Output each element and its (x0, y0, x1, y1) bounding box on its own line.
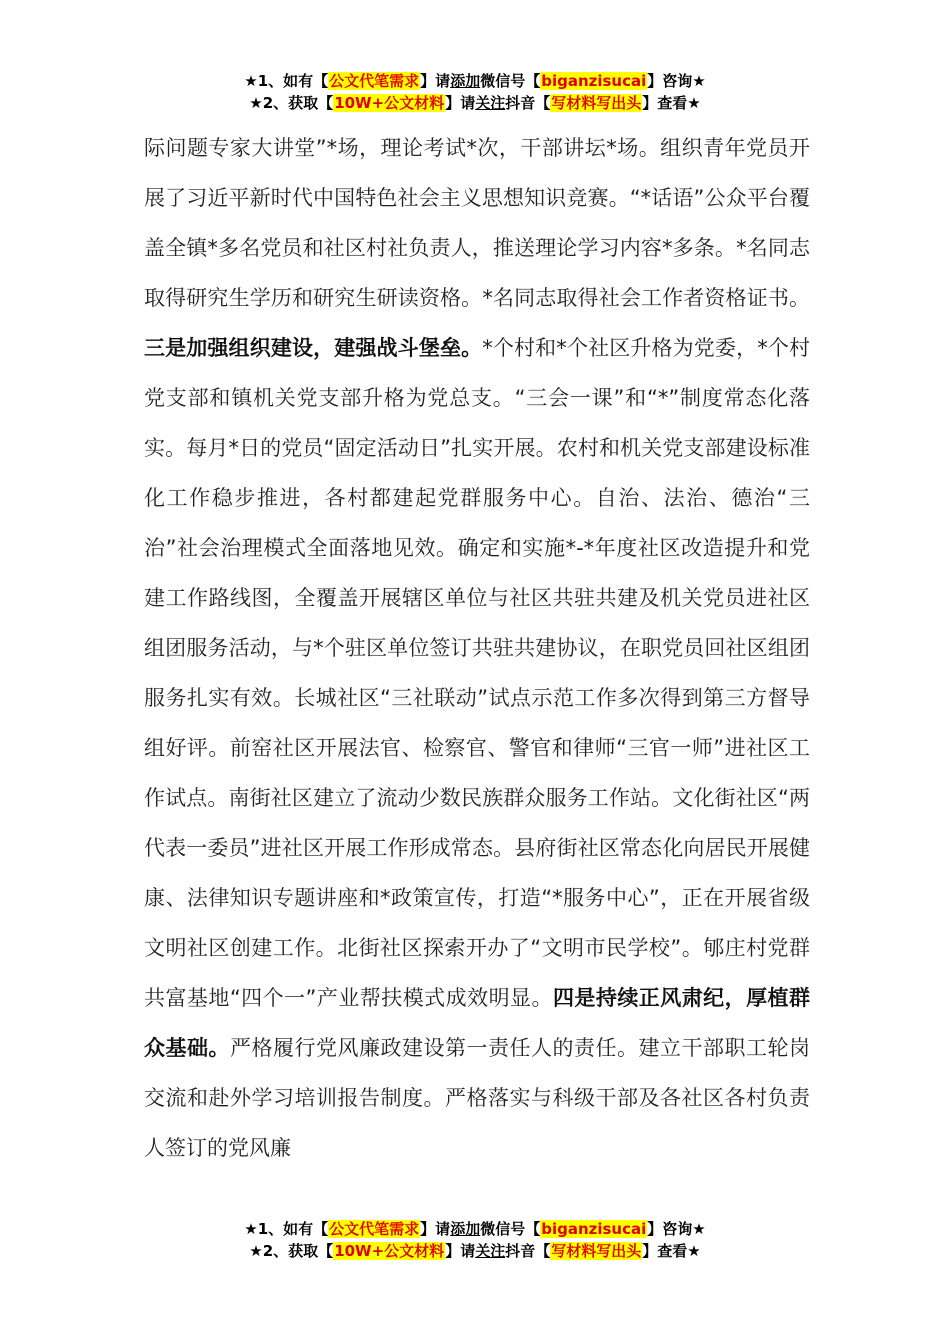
footer-line-1-underlined: 添加 (450, 1220, 481, 1238)
footer-line-1-highlight-1: 公文代笔需求 (329, 1220, 420, 1238)
promo-line-1-mid-2: 微信号【 (480, 72, 541, 90)
body-text-segment-3: 严格履行党风廉政建设第一责任人的责任。建立干部职工轮岗交流和赴外学习培训报告制度。严格落实与科级干部及各社区各村负责人签订的党风廉 (144, 1036, 810, 1160)
footer-promo-banner (0, 1218, 950, 1262)
promo-line-1-highlight-1: 公文代笔需求 (329, 72, 420, 90)
footer-line-2-underlined: 关注 (475, 1242, 506, 1260)
promo-line-1-highlight-2: biganzisucai (541, 72, 647, 90)
footer-line-1-highlight-2: biganzisucai (541, 1220, 647, 1238)
footer-promo-line-1 (0, 1218, 950, 1240)
promo-line-1-underlined: 添加 (450, 72, 481, 90)
footer-line-1-prefix: ★1、如有【 (244, 1220, 329, 1238)
promo-line-1 (0, 70, 950, 92)
promo-line-2-highlight-2: 写材料写出头 (551, 94, 642, 112)
footer-line-2-suffix: 】查看★ (642, 1242, 701, 1260)
promo-line-2-highlight-1: 10W+公文材料 (334, 94, 445, 112)
footer-line-1-mid-2: 微信号【 (480, 1220, 541, 1238)
promo-line-2-underlined: 关注 (475, 94, 506, 112)
footer-promo-line-2 (0, 1240, 950, 1262)
body-text-segment-1: 际问题专家大讲堂”*场，理论考试*次，干部讲坛*场。组织青年党员开展了习近平新时代中国特色社会主义思想知识竞赛。“*话语”公众平台覆盖全镇*多名党员和社区村社负责人，推送理论学习内容*多条。*名同志取得研究生学历和研究生研读资格。*名同志取得社会工作者资格证书。 (144, 136, 810, 310)
footer-line-1-mid-1: 】请 (420, 1220, 451, 1238)
footer-line-2-mid-1: 】请 (445, 1242, 476, 1260)
promo-line-1-prefix: ★1、如有【 (244, 72, 329, 90)
document-body (144, 123, 810, 1173)
promo-line-2 (0, 92, 950, 114)
promo-line-1-mid-1: 】请 (420, 72, 451, 90)
body-paragraph (144, 123, 810, 1173)
footer-line-2-highlight-1: 10W+公文材料 (334, 1242, 445, 1260)
footer-line-2-highlight-2: 写材料写出头 (551, 1242, 642, 1260)
section-heading-4: 四是持续正风肃纪，厚植群众基础。 (144, 986, 811, 1060)
promo-line-1-suffix: 】咨询★ (647, 72, 706, 90)
footer-line-2-prefix: ★2、获取【 (249, 1242, 334, 1260)
body-text-segment-2: *个村和*个社区升格为党委，*个村党支部和镇机关党支部升格为党总支。“三会一课”和“*”制度常态化落实。每月*日的党员“固定活动日”扎实开展。农村和机关党支部建设标准化工作稳步推进，各村都建起党群服务中心。自治、法治、德治“三治”社会治理模式全面落地见效。确定和实施*-*年度社区改造提升和党建工作路线图，全覆盖开展辖区单位与社区共驻共建及机关党员进社区组团服务活动，与*个驻区单位签订共驻共建协议，在职党员回社区组团服务扎实有效。长城社区“三社联动”试点示范工作多次得到第三方督导组好评。前窑社区开展法官、检察官、警官和律师“三官一师”进社区工作试点。南街社区建立了流动少数民族群众服务工作站。文化街社区“两代表一委员”进社区开展工作形成常态。县府街社区常态化向居民开展健康、法律知识专题讲座和*政策宣传，打造“*服务中心”，正在开展省级文明社区创建工作。北街社区探索开办了“文明市民学校”。郇庄村党群共富基地“四个一”产业帮扶模式成效明显。 (144, 336, 810, 1010)
promo-line-2-prefix: ★2、获取【 (249, 94, 334, 112)
header-promo-banner (0, 70, 950, 114)
section-heading-3: 三是加强组织建设，建强战斗堡垒。 (144, 336, 483, 360)
footer-line-2-mid-2: 抖音【 (505, 1242, 551, 1260)
promo-line-2-mid-2: 抖音【 (505, 94, 551, 112)
footer-line-1-suffix: 】咨询★ (647, 1220, 706, 1238)
promo-line-2-suffix: 】查看★ (642, 94, 701, 112)
promo-line-2-mid-1: 】请 (445, 94, 476, 112)
